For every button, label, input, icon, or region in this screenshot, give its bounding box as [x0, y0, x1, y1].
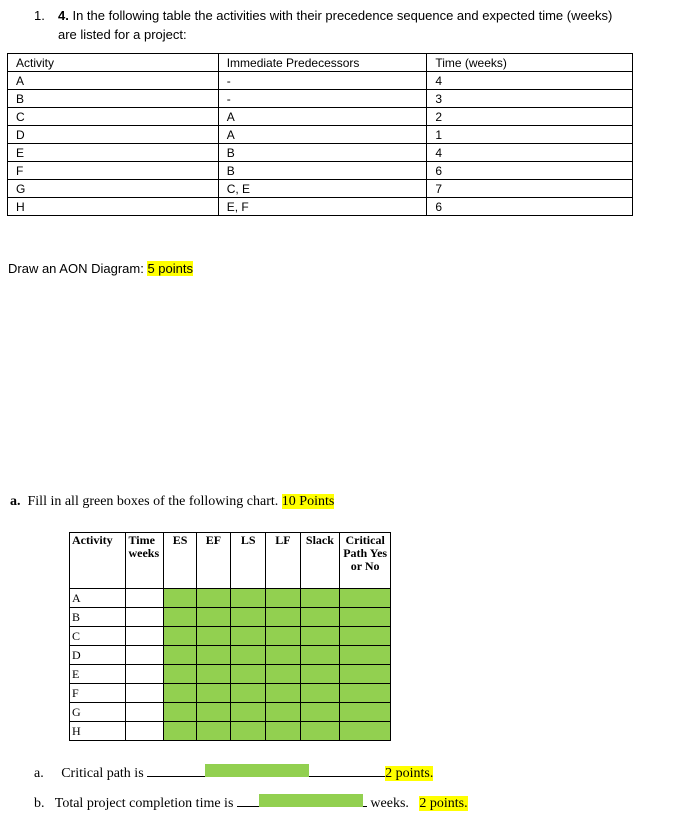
activity-row [8, 90, 633, 108]
es-cell[interactable] [164, 665, 196, 684]
es-cell[interactable] [164, 722, 196, 741]
schedule-row [70, 684, 391, 703]
critical-path-line [34, 762, 433, 782]
activity-cell: C [8, 108, 219, 126]
ls-cell[interactable] [231, 665, 266, 684]
predecessor-cell: B [218, 144, 427, 162]
activity-cell: B [70, 608, 126, 627]
activity-cell: B [8, 90, 219, 108]
lf-cell[interactable] [266, 665, 300, 684]
schedule-row [70, 646, 391, 665]
time-cell [126, 665, 164, 684]
time-cell [126, 646, 164, 665]
aon-points: 5 points [147, 261, 193, 276]
activity-cell: E [8, 144, 219, 162]
slack-cell[interactable] [300, 722, 340, 741]
aon-text: Draw an AON Diagram: [8, 261, 144, 276]
ef-cell[interactable] [196, 722, 230, 741]
critical-cell[interactable] [340, 722, 391, 741]
es-cell[interactable] [164, 646, 196, 665]
question-number: 4. [58, 8, 69, 23]
header-activity: Activity [70, 533, 126, 589]
predecessor-cell: - [218, 90, 427, 108]
critical-cell[interactable] [340, 684, 391, 703]
slack-cell[interactable] [300, 703, 340, 722]
time-cell: 7 [427, 180, 633, 198]
critical-path-text: Critical path is [61, 766, 144, 781]
predecessor-cell: A [218, 126, 427, 144]
ef-cell[interactable] [196, 589, 230, 608]
aon-instruction [8, 261, 193, 276]
header-activity: Activity [8, 54, 219, 72]
ef-cell[interactable] [196, 646, 230, 665]
slack-cell[interactable] [300, 608, 340, 627]
time-cell [126, 589, 164, 608]
critical-cell[interactable] [340, 608, 391, 627]
ls-cell[interactable] [231, 627, 266, 646]
critical-path-answer-blank[interactable] [147, 762, 385, 777]
total-time-line [34, 792, 468, 812]
time-cell: 6 [427, 162, 633, 180]
time-cell [126, 722, 164, 741]
schedule-row [70, 722, 391, 741]
critical-cell[interactable] [340, 627, 391, 646]
critical-path-points: 2 points. [385, 766, 434, 781]
schedule-row [70, 627, 391, 646]
header-time-weeks: Time weeks [126, 533, 164, 589]
slack-cell[interactable] [300, 589, 340, 608]
activity-cell: G [70, 703, 126, 722]
total-time-text: Total project completion time is [54, 796, 234, 811]
activity-cell: H [8, 198, 219, 216]
activity-cell: F [8, 162, 219, 180]
activity-cell: F [70, 684, 126, 703]
activity-cell: G [8, 180, 219, 198]
activity-cell: C [70, 627, 126, 646]
header-time: Time (weeks) [427, 54, 633, 72]
lf-cell[interactable] [266, 703, 300, 722]
schedule-chart-header-row [70, 533, 391, 589]
es-cell[interactable] [164, 627, 196, 646]
activity-cell: D [70, 646, 126, 665]
part-a-instruction [10, 494, 334, 510]
time-cell [126, 703, 164, 722]
activity-table [7, 53, 633, 216]
header-es: ES [164, 533, 196, 589]
time-cell: 3 [427, 90, 633, 108]
schedule-chart-table [69, 532, 391, 741]
es-cell[interactable] [164, 608, 196, 627]
header-ef: EF [196, 533, 230, 589]
part-a-label: a. [10, 494, 21, 509]
part-a-text: Fill in all green boxes of the following chart. [27, 494, 279, 509]
activity-cell: E [70, 665, 126, 684]
schedule-row [70, 665, 391, 684]
es-cell[interactable] [164, 684, 196, 703]
activity-row [8, 126, 633, 144]
header-predecessors: Immediate Predecessors [218, 54, 427, 72]
predecessor-cell: B [218, 162, 427, 180]
activity-row [8, 162, 633, 180]
lf-cell[interactable] [266, 589, 300, 608]
es-cell[interactable] [164, 703, 196, 722]
activity-table-header-row [8, 54, 633, 72]
schedule-row [70, 589, 391, 608]
time-cell [126, 684, 164, 703]
activity-cell: D [8, 126, 219, 144]
activity-row [8, 180, 633, 198]
ef-cell[interactable] [196, 703, 230, 722]
time-cell [126, 608, 164, 627]
activity-cell: A [70, 589, 126, 608]
header-lf: LF [266, 533, 300, 589]
ls-cell[interactable] [231, 608, 266, 627]
ls-cell[interactable] [231, 703, 266, 722]
ef-cell[interactable] [196, 684, 230, 703]
activity-row [8, 108, 633, 126]
ls-cell[interactable] [231, 722, 266, 741]
header-slack: Slack [300, 533, 340, 589]
lf-cell[interactable] [266, 627, 300, 646]
critical-cell[interactable] [340, 665, 391, 684]
activity-cell: A [8, 72, 219, 90]
ef-cell[interactable] [196, 627, 230, 646]
total-time-unit: weeks. [370, 796, 409, 811]
activity-row [8, 72, 633, 90]
activity-row [8, 144, 633, 162]
question-text: In the following table the activities with their precedence sequence and expected time (weeks) are listed for a project: [58, 8, 613, 42]
critical-cell[interactable] [340, 703, 391, 722]
critical-cell[interactable] [340, 589, 391, 608]
predecessor-cell: A [218, 108, 427, 126]
critical-path-label: a. [34, 766, 44, 781]
ef-cell[interactable] [196, 608, 230, 627]
predecessor-cell: - [218, 72, 427, 90]
lf-cell[interactable] [266, 646, 300, 665]
slack-cell[interactable] [300, 684, 340, 703]
header-critical-path: Critical Path Yes or No [340, 533, 391, 589]
slack-cell[interactable] [300, 627, 340, 646]
activity-row [8, 198, 633, 216]
es-cell[interactable] [164, 589, 196, 608]
total-time-answer-blank[interactable] [237, 792, 367, 807]
total-time-green-box[interactable] [259, 794, 363, 807]
time-cell: 1 [427, 126, 633, 144]
total-time-label: b. [34, 796, 45, 811]
ls-cell[interactable] [231, 589, 266, 608]
critical-path-green-box[interactable] [205, 764, 309, 777]
list-number: 1. [34, 8, 45, 23]
part-a-points: 10 Points [281, 494, 335, 509]
predecessor-cell: E, F [218, 198, 427, 216]
lf-cell[interactable] [266, 608, 300, 627]
time-cell [126, 627, 164, 646]
ls-cell[interactable] [231, 684, 266, 703]
question-text-block [58, 6, 618, 44]
schedule-row [70, 608, 391, 627]
time-cell: 4 [427, 144, 633, 162]
time-cell: 6 [427, 198, 633, 216]
predecessor-cell: C, E [218, 180, 427, 198]
header-ls: LS [231, 533, 266, 589]
ls-cell[interactable] [231, 646, 266, 665]
slack-cell[interactable] [300, 665, 340, 684]
total-time-points: 2 points. [419, 796, 468, 811]
schedule-row [70, 703, 391, 722]
lf-cell[interactable] [266, 684, 300, 703]
activity-cell: H [70, 722, 126, 741]
lf-cell[interactable] [266, 722, 300, 741]
ef-cell[interactable] [196, 665, 230, 684]
critical-cell[interactable] [340, 646, 391, 665]
slack-cell[interactable] [300, 646, 340, 665]
time-cell: 2 [427, 108, 633, 126]
time-cell: 4 [427, 72, 633, 90]
